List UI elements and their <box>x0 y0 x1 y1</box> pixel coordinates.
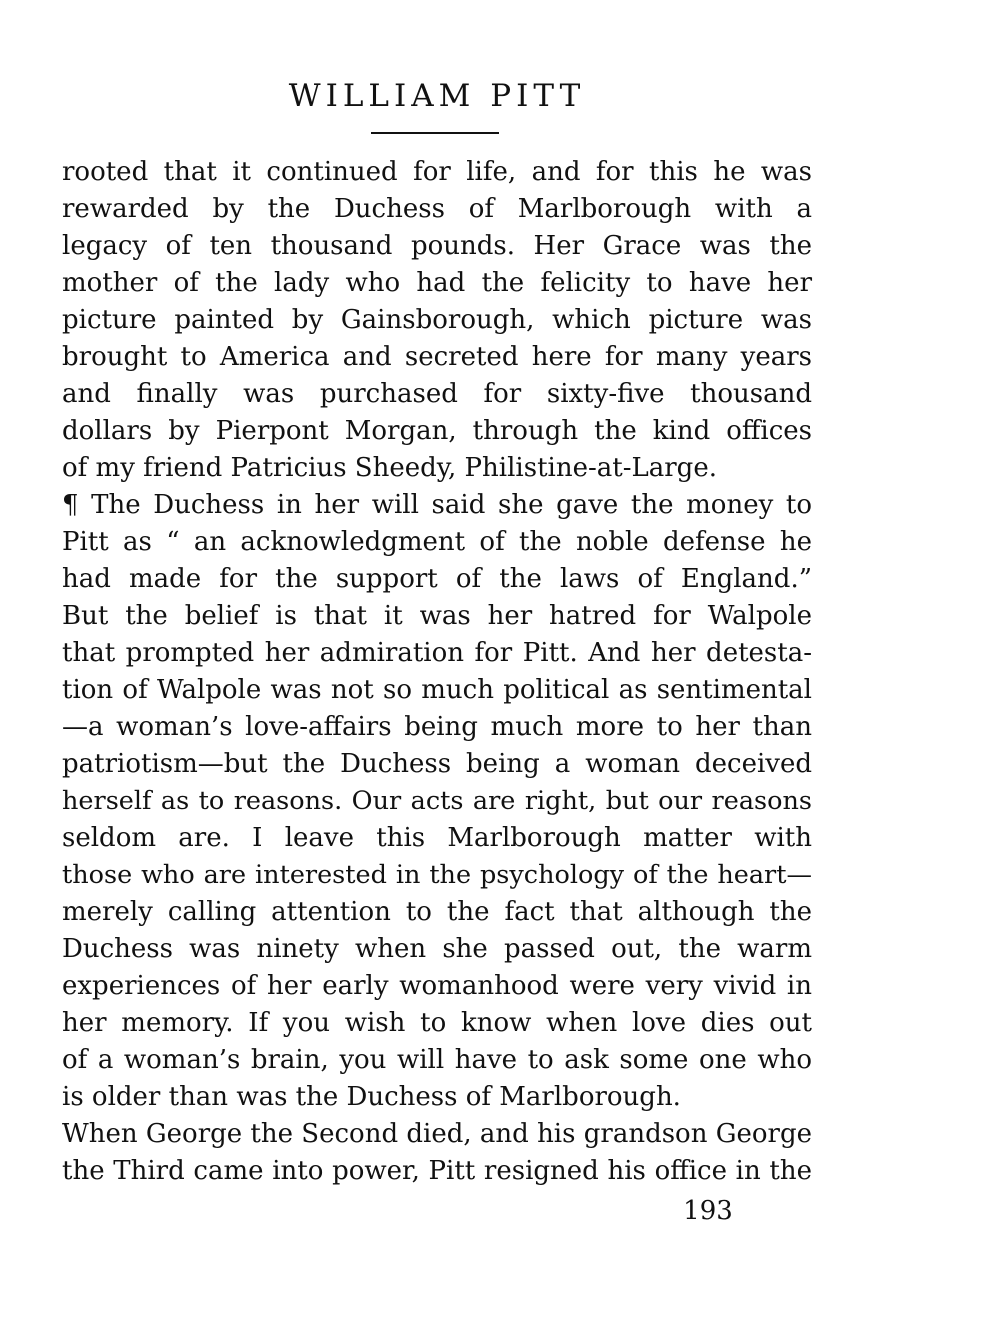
text-line: experiences of her early womanhood were very vivid in <box>62 971 812 1001</box>
text-line: the Third came into power, Pitt resigned his office in the <box>62 1156 812 1186</box>
text-line: —a woman’s love-affairs being much more to her than <box>62 712 812 742</box>
text-line: that prompted her admiration for Pitt. And her detesta- <box>62 638 812 668</box>
text-line: those who are interested in the psychology of the heart— <box>62 860 812 890</box>
text-line: rewarded by the Duchess of Marlborough with a <box>62 194 812 224</box>
text-line: dollars by Pierpont Morgan, through the kind offices <box>62 416 812 446</box>
text-line: seldom are. I leave this Marlborough matter with <box>62 823 812 853</box>
text-line: and finally was purchased for sixty-five thousand <box>62 379 812 409</box>
text-line: merely calling attention to the fact that although the <box>62 897 812 927</box>
page-number: 193 <box>683 1196 733 1226</box>
text-line: picture painted by Gainsborough, which picture was <box>62 305 812 335</box>
text-line: When George the Second died, and his grandson George <box>62 1119 812 1149</box>
running-head: WILLIAM PITT <box>288 78 586 114</box>
text-line: of my friend Patricius Sheedy, Philistine-at-Large. <box>62 453 717 483</box>
text-line: ¶ The Duchess in her will said she gave the money to <box>62 490 812 520</box>
text-line: mother of the lady who had the felicity to have her <box>62 268 812 298</box>
text-line: brought to America and secreted here for many years <box>62 342 812 372</box>
text-line: tion of Walpole was not so much political as sentimental <box>62 675 812 705</box>
header-rule <box>371 132 499 134</box>
text-line: of a woman’s brain, you will have to ask some one who <box>62 1045 812 1075</box>
text-line: is older than was the Duchess of Marlborough. <box>62 1082 681 1112</box>
text-line: had made for the support of the laws of England.” <box>62 564 812 594</box>
text-line: legacy of ten thousand pounds. Her Grace was the <box>62 231 812 261</box>
text-line: her memory. If you wish to know when love dies out <box>62 1008 812 1038</box>
text-line: Pitt as “ an acknowledgment of the noble defense he <box>62 527 812 557</box>
text-line: patriotism—but the Duchess being a woman deceived <box>62 749 812 779</box>
text-line: Duchess was ninety when she passed out, the warm <box>62 934 812 964</box>
text-line: rooted that it continued for life, and for this he was <box>62 157 812 187</box>
body-text <box>62 154 812 1190</box>
text-line: herself as to reasons. Our acts are right, but our reasons <box>62 786 812 816</box>
text-line: But the belief is that it was her hatred for Walpole <box>62 601 812 631</box>
